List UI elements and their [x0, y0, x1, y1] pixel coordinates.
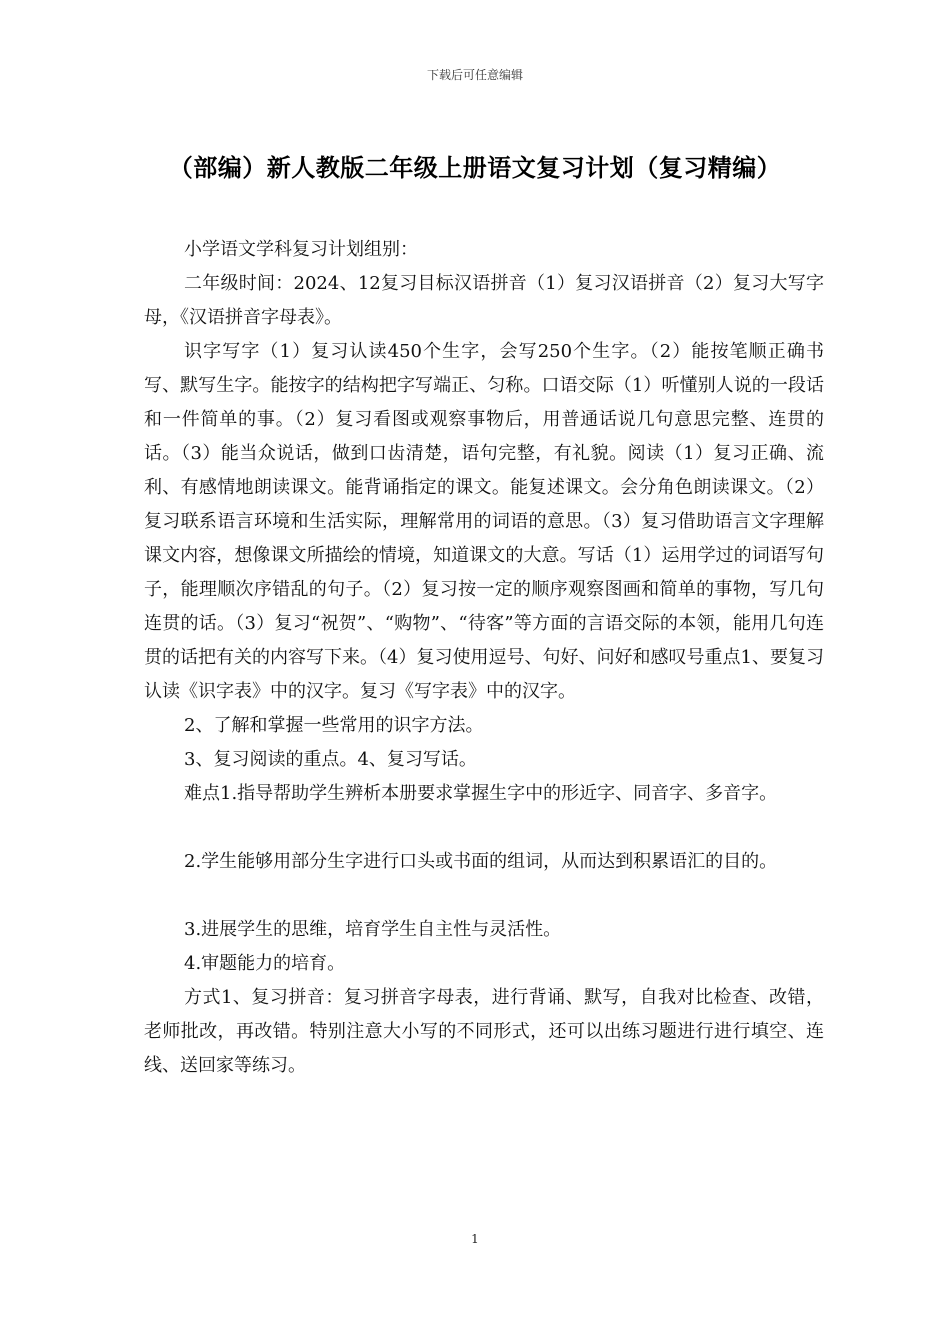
page-number: 1 [471, 1232, 479, 1246]
paragraph: 方式1、复习拼音：复习拼音字母表，进行背诵、默写，自我对比检查、改错，老师批改，再改错。特别注意大小写的不同形式，还可以出练习题进行进行填空、连线、送回家等练习。 [144, 987, 824, 1076]
document-body [144, 233, 824, 1083]
paragraph: 3、复习阅读的重点。4、复习写话。 [184, 749, 477, 770]
paragraph: 二年级时间：2024、12复习目标汉语拼音（1）复习汉语拼音（2）复习大写字母，《汉语拼音字母表》。 [144, 273, 824, 328]
paragraph: 难点1.指导帮助学生辨析本册要求掌握生字中的形近字、同音字、多音字。 [184, 783, 778, 804]
paragraph: 2.学生能够用部分生字进行口头或书面的组词，从而达到积累语汇的目的。 [184, 851, 778, 872]
paragraph: 3.进展学生的思维，培育学生自主性与灵活性。 [184, 919, 562, 940]
paragraph: 识字写字（1）复习认读450个生字，会写250个生字。（2）能按笔顺正确书写、默写生字。能按字的结构把字写端正、匀称。口语交际（1）听懂别人说的一段话和一件简单的事。（2）复习看图或观察事物后，用普通话说几句意思完整、连贯的话。（3）能当众说话，做到口齿清楚，语句完整，有礼貌。阅读（1）复习正确、流利、有感情地朗读课文。能背诵指定的课文。能复述课文。会分角色朗读课文。（2）复习联系语言环境和生活实际，理解常用的词语的意思。（3）复习借助语言文字理解课文内容，想像课文所描绘的情境，知道课文的大意。写话（1）运用学过的词语写句子，能理顺次序错乱的句子。（2）复习按一定的顺序观察图画和简单的事物，写几句连贯的话。（3）复习“祝贺”、“购物”、“待客”等方面的言语交际的本领，能用几句连贯的话把有关的内容写下来。（4）复习使用逗号、句好、问好和感叹号重点1、要复习认读《识字表》中的汉字。复习《写字表》中的汉字。 [144, 341, 824, 702]
paragraph: 小学语文学科复习计划组别： [184, 239, 418, 260]
paragraph: 4.审题能力的培育。 [184, 953, 346, 974]
header-note: 下载后可任意编辑 [426, 68, 523, 82]
document-title: （部编）新人教版二年级上册语文复习计划（复习精编） [168, 154, 782, 182]
paragraph: 2、了解和掌握一些常用的识字方法。 [184, 715, 484, 736]
